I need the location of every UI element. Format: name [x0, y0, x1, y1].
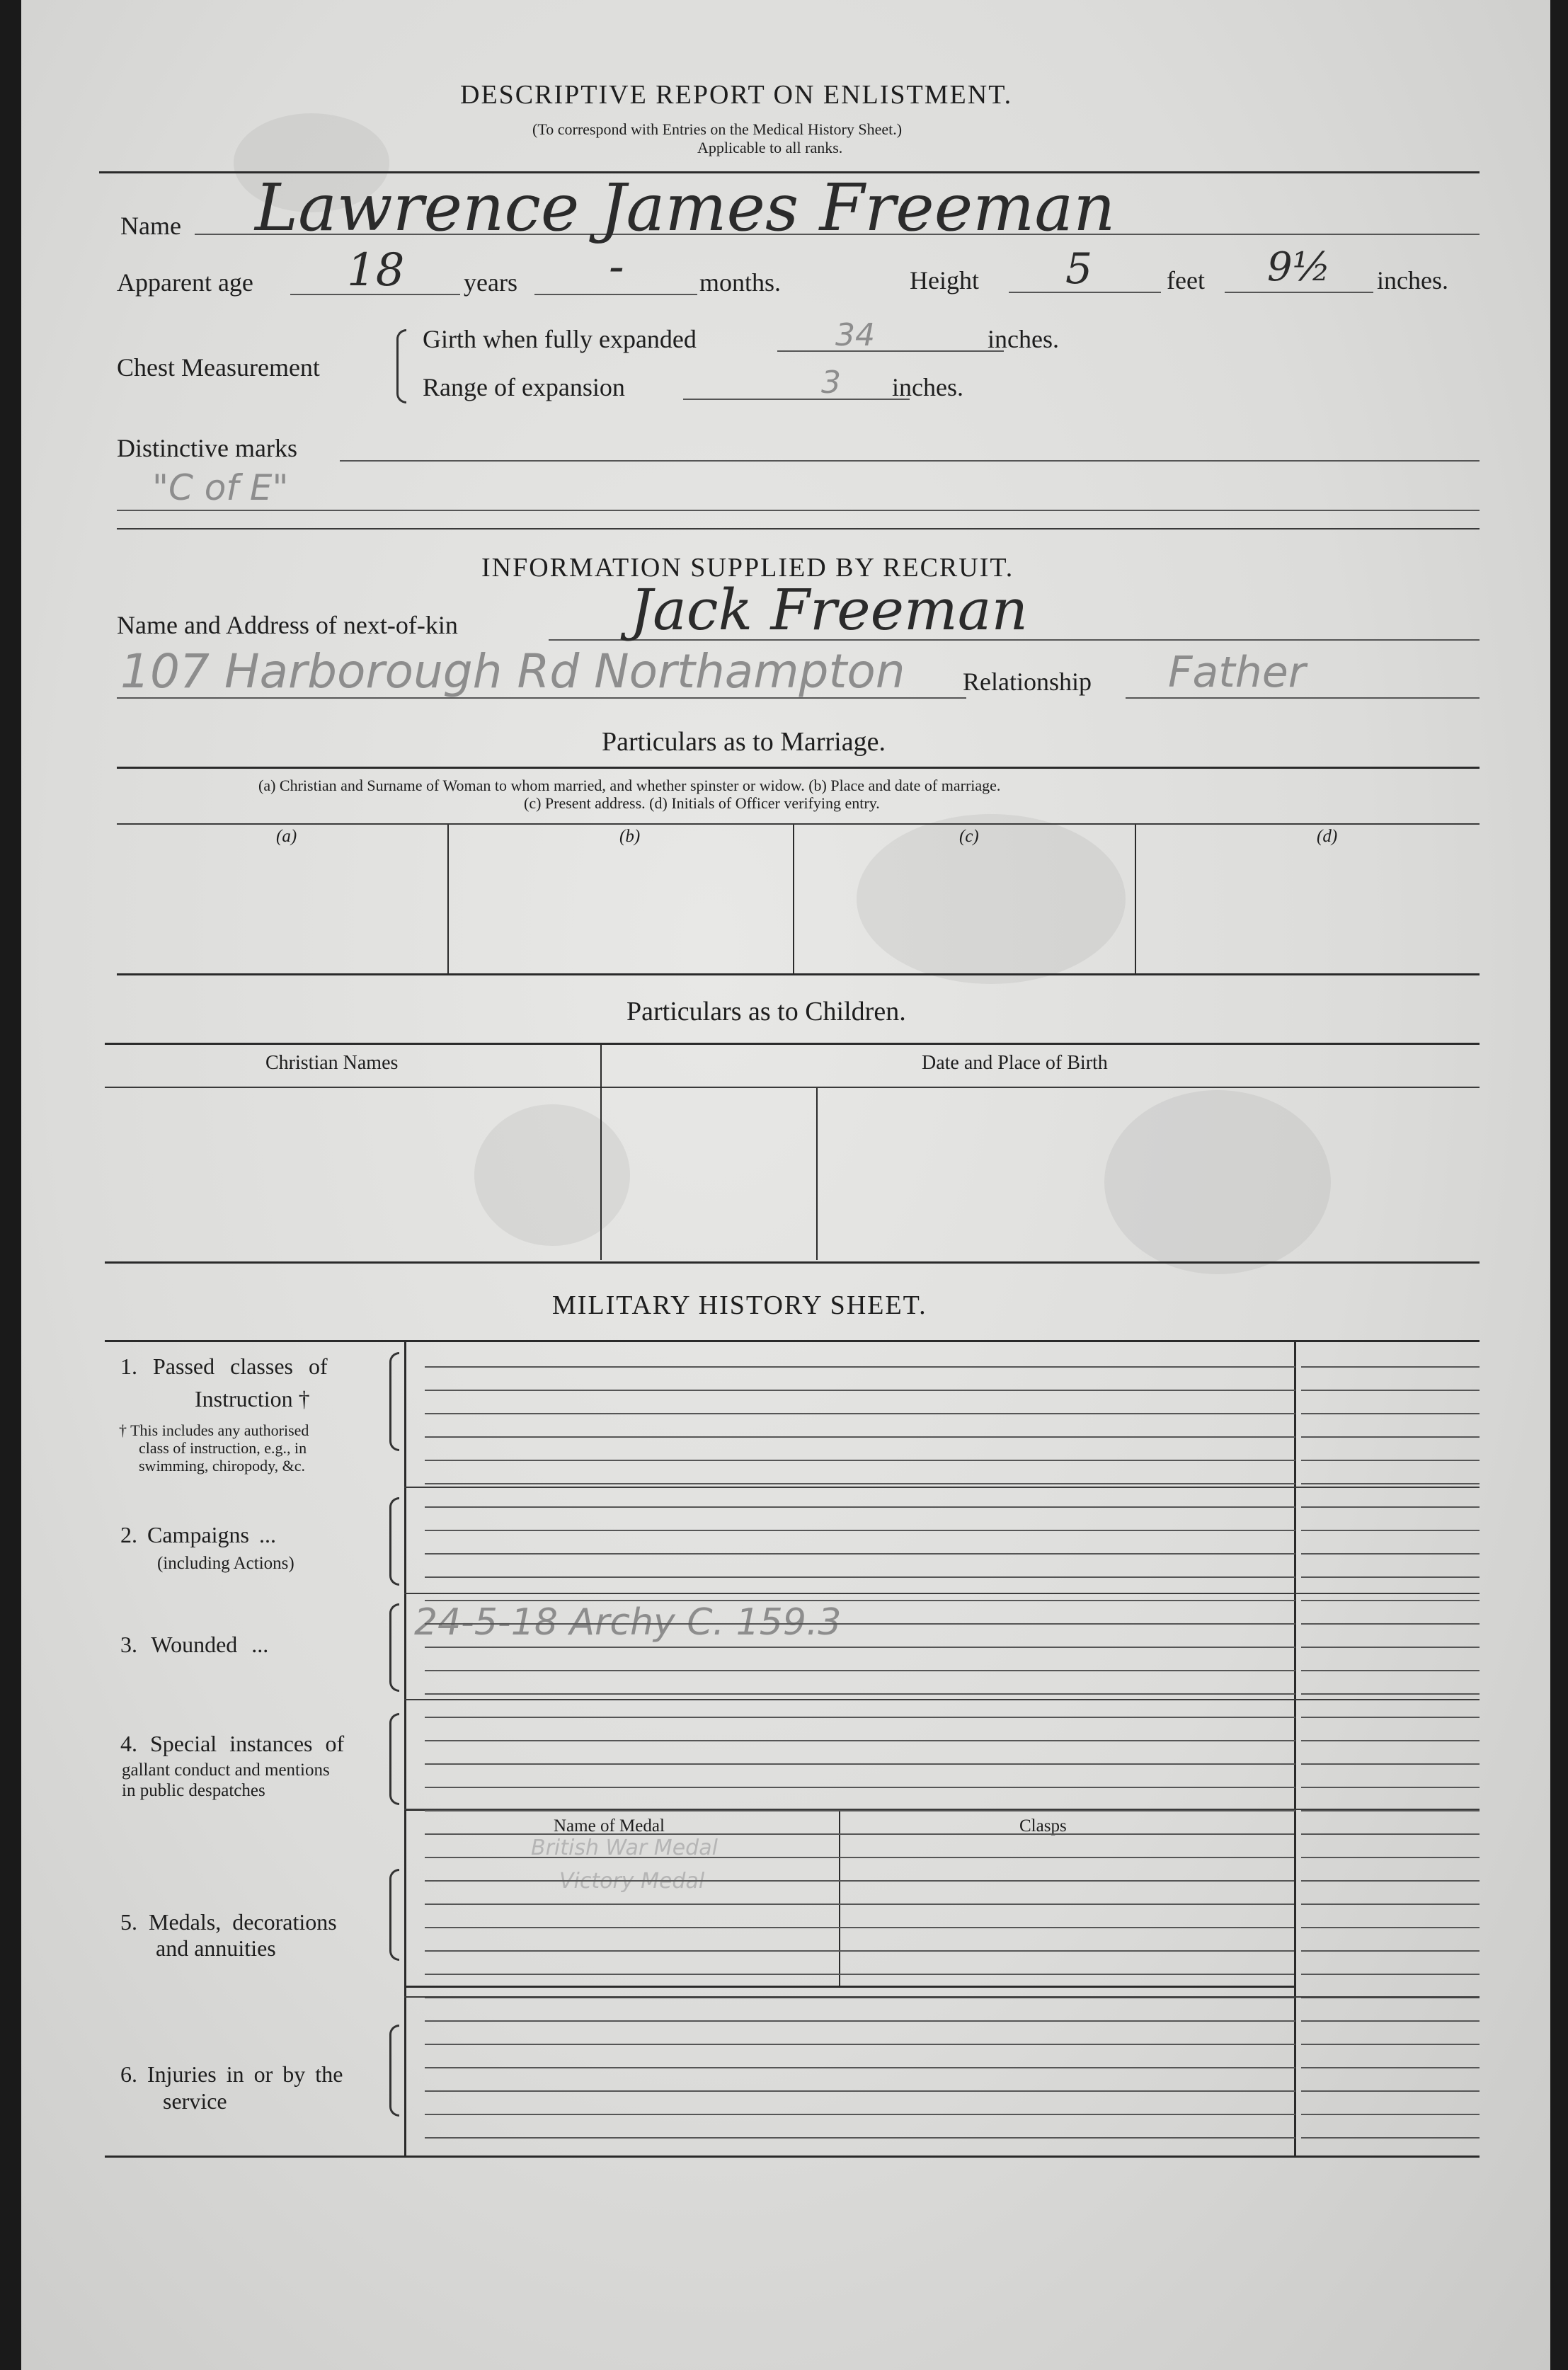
item-separator — [404, 1996, 1480, 1998]
inches-label: inches. — [1377, 266, 1448, 294]
ruled-line — [425, 1810, 1295, 1811]
ruled-line — [1301, 1740, 1480, 1741]
item1-label-2: Instruction † — [195, 1386, 310, 1412]
marks-value: "C of E" — [152, 467, 289, 508]
range-unit: inches. — [892, 373, 963, 401]
ruled-line — [1301, 1763, 1480, 1765]
marriage-header-rule — [117, 823, 1480, 825]
age-months-value: - — [609, 241, 624, 293]
item4-label-2: gallant conduct and mentions — [122, 1761, 330, 1780]
marriage-divider — [447, 825, 449, 973]
item6-label-2: service — [163, 2088, 227, 2114]
report-subtitle-2: Applicable to all ranks. — [697, 139, 843, 156]
item6-brace — [389, 2025, 399, 2117]
ruled-line — [425, 2090, 1295, 2092]
ruled-line — [1301, 2137, 1480, 2139]
stain — [474, 1104, 630, 1246]
ruled-line — [425, 1833, 1294, 1835]
ruled-line — [425, 1670, 1295, 1671]
item-separator — [404, 1593, 1480, 1594]
ruled-line — [425, 1366, 1295, 1368]
ruled-line — [425, 1693, 1295, 1695]
ruled-line — [425, 1717, 1295, 1718]
months-line — [534, 294, 697, 295]
item1-note-3: swimming, chiropody, &c. — [139, 1457, 306, 1475]
ruled-line — [1301, 2114, 1480, 2115]
medal-bottom-rule — [404, 1986, 1294, 1988]
item3-label: 3. Wounded ... — [120, 1632, 269, 1657]
marriage-divider — [1135, 825, 1136, 973]
name-label: Name — [120, 212, 181, 240]
chest-label: Chest Measurement — [117, 353, 320, 382]
marriage-col-a: (a) — [276, 827, 297, 846]
item2-brace — [389, 1497, 399, 1586]
ruled-line — [1301, 1927, 1480, 1928]
ruled-line — [425, 1553, 1295, 1555]
marriage-note-1: (a) Christian and Surname of Woman to whom married, and whether spinster or widow. (b) Place and date of marriage. — [258, 777, 1001, 794]
report-title: DESCRIPTIVE REPORT ON ENLISTMENT. — [460, 80, 1013, 110]
ruled-line — [425, 1857, 1294, 1858]
military-left-border — [404, 1340, 406, 2156]
medal-1: British War Medal — [531, 1836, 718, 1860]
item1-note-1: † This includes any authorised — [119, 1421, 309, 1439]
ruled-line — [425, 1974, 1294, 1975]
item-separator — [404, 1487, 1480, 1488]
months-label: months. — [699, 268, 782, 297]
ruled-line — [1301, 1390, 1480, 1391]
range-label: Range of expansion — [423, 373, 625, 401]
ruled-line — [425, 1576, 1295, 1578]
ruled-line — [425, 1506, 1295, 1508]
ruled-line — [1301, 1833, 1480, 1835]
document-page — [21, 0, 1550, 2370]
ruled-line — [425, 2044, 1295, 2045]
ruled-line — [425, 1413, 1295, 1414]
children-heading: Particulars as to Children. — [626, 997, 906, 1026]
section-rule — [117, 528, 1480, 529]
height-feet-value: 5 — [1065, 244, 1093, 294]
ruled-line — [425, 1763, 1295, 1765]
item1-brace — [389, 1352, 399, 1451]
range-line — [683, 399, 910, 400]
item5-brace — [389, 1869, 399, 1961]
children-top-rule — [105, 1043, 1480, 1045]
item5-label-2: and annuities — [156, 1935, 276, 1961]
ruled-line — [425, 1483, 1295, 1484]
ruled-line — [425, 1904, 1294, 1905]
children-divider — [816, 1088, 818, 1260]
marriage-top-rule — [117, 767, 1480, 769]
ruled-line — [425, 1927, 1294, 1928]
military-right-divider — [1294, 1340, 1296, 2156]
marriage-divider — [793, 825, 794, 973]
age-years-value: 18 — [347, 244, 405, 297]
age-label: Apparent age — [117, 268, 253, 297]
item4-label: 4. Special instances of — [120, 1731, 345, 1756]
ruled-line — [1301, 1810, 1480, 1811]
ruled-line — [1301, 1553, 1480, 1555]
ruled-line — [1301, 2067, 1480, 2068]
stain — [1104, 1090, 1331, 1274]
item5-label: 5. Medals, decorations — [120, 1909, 337, 1935]
marriage-col-d: (d) — [1317, 827, 1338, 846]
children-divider — [600, 1044, 602, 1260]
ruled-line — [1301, 1483, 1480, 1484]
military-top-rule — [105, 1340, 1480, 1342]
marriage-col-b: (b) — [619, 827, 641, 846]
ruled-line — [1301, 2044, 1480, 2045]
address-line — [117, 697, 966, 699]
ruled-line — [1301, 1974, 1480, 1975]
chest-brace — [396, 329, 406, 403]
children-col-names: Christian Names — [265, 1052, 399, 1074]
ruled-line — [1301, 1670, 1480, 1671]
ruled-line — [425, 1880, 1294, 1882]
relationship-line — [1126, 697, 1480, 699]
children-bottom-rule — [105, 1261, 1480, 1264]
marks-label: Distinctive marks — [117, 434, 297, 462]
item4-brace — [389, 1713, 399, 1805]
ruled-line — [425, 1647, 1295, 1648]
relationship-value: Father — [1168, 648, 1306, 697]
military-heading: MILITARY HISTORY SHEET. — [552, 1290, 927, 1320]
marriage-heading: Particulars as to Marriage. — [602, 727, 886, 757]
item4-label-3: in public despatches — [122, 1781, 265, 1800]
range-value: 3 — [821, 365, 841, 401]
medal-2: Victory Medal — [559, 1869, 705, 1894]
ruled-line — [1301, 1880, 1480, 1882]
ruled-line — [1301, 1623, 1480, 1625]
wounded-entry: 24-5-18 Archy C. 159.3 — [414, 1601, 842, 1644]
marriage-note-2: (c) Present address. (d) Initials of Officer verifying entry. — [524, 794, 880, 812]
ruled-line — [425, 1787, 1295, 1788]
ruled-line — [425, 1436, 1295, 1438]
kin-name-value: Jack Freeman — [630, 577, 1028, 643]
ruled-line — [1301, 1460, 1480, 1461]
feet-label: feet — [1167, 266, 1205, 294]
marriage-col-c: (c) — [959, 827, 979, 846]
ruled-line — [1301, 1904, 1480, 1905]
item1-label: 1. Passed classes of — [120, 1353, 328, 1379]
marks-line-2 — [117, 510, 1480, 511]
height-label: Height — [910, 266, 979, 294]
ruled-line — [425, 1950, 1294, 1952]
height-inches-line — [1225, 292, 1373, 293]
ruled-line — [425, 2020, 1295, 2022]
ruled-line — [425, 2114, 1295, 2115]
name-value: Lawrence James Freeman — [255, 170, 1116, 246]
kin-address-value: 107 Harborough Rd Northampton — [120, 644, 905, 699]
military-bottom-rule — [105, 2156, 1480, 2158]
kin-label: Name and Address of next-of-kin — [117, 611, 458, 639]
ruled-line — [1301, 1413, 1480, 1414]
medal-divider — [839, 1809, 840, 1986]
item2-label: 2. Campaigns ... — [120, 1522, 276, 1547]
ruled-line — [425, 2137, 1295, 2139]
ruled-line — [1301, 2090, 1480, 2092]
children-header-rule — [105, 1087, 1480, 1088]
ruled-line — [1301, 1600, 1480, 1601]
marks-line — [340, 460, 1480, 462]
ruled-line — [425, 2067, 1295, 2068]
ruled-line — [1301, 2020, 1480, 2022]
item6-label: 6. Injuries in or by the — [120, 2061, 343, 2087]
ruled-line — [1301, 1366, 1480, 1368]
ruled-line — [1301, 1693, 1480, 1695]
item-separator — [404, 1699, 1480, 1700]
ruled-line — [1301, 1576, 1480, 1578]
recruit-heading: INFORMATION SUPPLIED BY RECRUIT. — [481, 553, 1014, 583]
ruled-line — [1301, 1787, 1480, 1788]
clasps-col: Clasps — [1019, 1816, 1067, 1836]
girth-unit: inches. — [988, 325, 1059, 353]
ruled-line — [425, 1460, 1295, 1461]
ruled-line — [425, 1740, 1295, 1741]
girth-label: Girth when fully expanded — [423, 325, 697, 353]
ruled-line — [1301, 1950, 1480, 1952]
ruled-line — [1301, 1857, 1480, 1858]
ruled-line — [1301, 1717, 1480, 1718]
girth-value: 34 — [835, 317, 875, 353]
ruled-line — [1301, 1647, 1480, 1648]
item1-note-2: class of instruction, e.g., in — [139, 1439, 307, 1457]
relationship-label: Relationship — [963, 668, 1092, 696]
stain — [857, 814, 1126, 984]
ruled-line — [425, 1390, 1295, 1391]
ruled-line — [425, 1600, 1295, 1601]
item-separator — [404, 1809, 1480, 1810]
report-subtitle: (To correspond with Entries on the Medical History Sheet.) — [532, 120, 903, 138]
ruled-line — [425, 1623, 1295, 1625]
ruled-line — [1301, 1530, 1480, 1531]
ruled-line — [1301, 1436, 1480, 1438]
ruled-line — [1301, 1506, 1480, 1508]
medal-col: Name of Medal — [554, 1816, 665, 1836]
marriage-bottom-rule — [117, 973, 1480, 975]
height-inches-value: 9½ — [1267, 244, 1331, 290]
years-label: years — [464, 268, 517, 297]
girth-line — [777, 350, 1004, 352]
item3-brace — [389, 1603, 399, 1692]
children-col-birth: Date and Place of Birth — [922, 1052, 1108, 1074]
ruled-line — [425, 1530, 1295, 1531]
item2-sub: (including Actions) — [157, 1554, 294, 1573]
